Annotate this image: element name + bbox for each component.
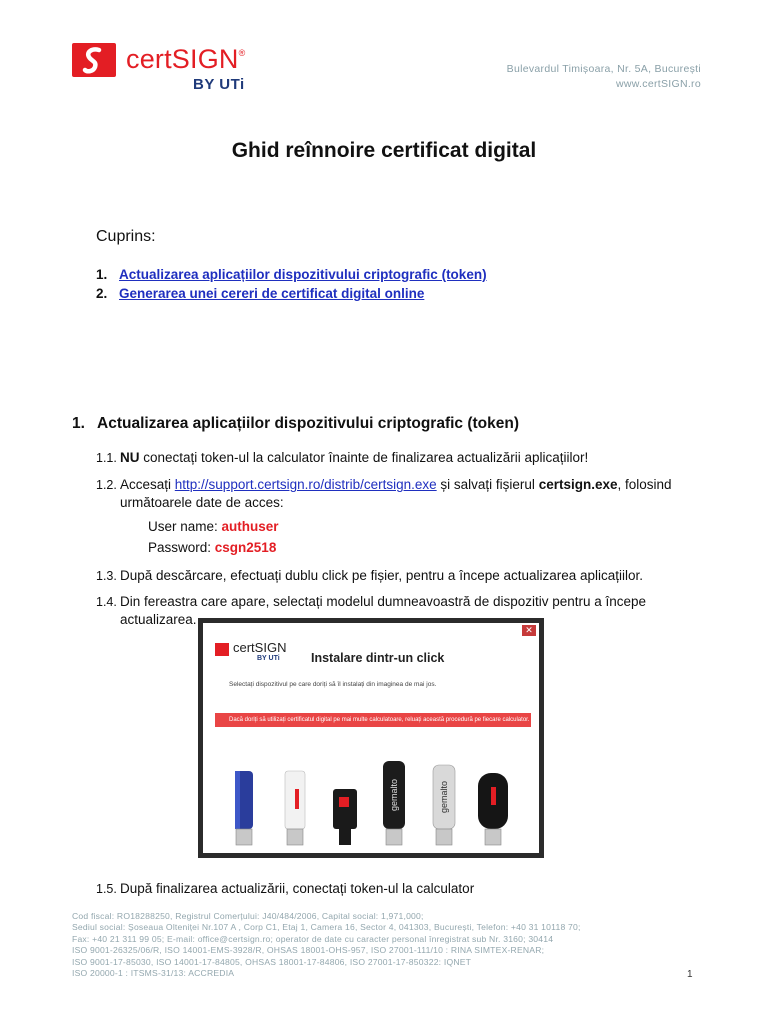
credential-password: Password: csgn2518 bbox=[148, 540, 277, 555]
svg-text:gemalto: gemalto bbox=[439, 780, 449, 814]
token-white[interactable] bbox=[285, 771, 305, 845]
installer-title: Instalare dintr-un click bbox=[311, 651, 445, 665]
page-number: 1 bbox=[687, 969, 693, 980]
certsign-logo-icon bbox=[72, 43, 116, 77]
download-link[interactable]: http://support.certsign.ro/distrib/certsign.exe bbox=[174, 477, 437, 492]
token-black-round[interactable] bbox=[478, 773, 508, 845]
toc-link-1[interactable]: Actualizarea aplicațiilor dispozitivului criptografic (token) bbox=[119, 267, 487, 282]
document-title: Ghid reînnoire certificat digital bbox=[231, 139, 537, 162]
company-address bbox=[507, 62, 701, 92]
step-1-4: 1.4. Din fereastra care apare, selectați modelul dumneavoastră de dispozitiv pentru a începe actualizarea. bbox=[96, 594, 647, 627]
certsign-small-logo-icon bbox=[215, 643, 229, 656]
token-gemalto-black[interactable] bbox=[383, 761, 405, 845]
address-street: Bulevardul Timișoara, Nr. 5A, București bbox=[506, 63, 701, 75]
installer-by: BY UTi bbox=[257, 655, 280, 662]
installer-window-screenshot bbox=[198, 618, 544, 858]
token-gemalto-clear[interactable] bbox=[433, 765, 455, 845]
step-1-2: 1.2. Accesați http://support.certsign.ro/distrib/certsign.exe și salvați fișierul certsign.exe, folosind următoarele date de acces: bbox=[96, 477, 672, 510]
token-devices-image bbox=[223, 761, 523, 851]
toc-link-2[interactable]: Generarea unei cereri de certificat digital online bbox=[119, 286, 425, 301]
brand-by-uti: BY UTi bbox=[193, 76, 245, 93]
toc-item-1: 1. Actualizarea aplicațiilor dispozitivului criptografic (token) bbox=[96, 267, 487, 282]
step-1-3: 1.3. După descărcare, efectuați dublu click pe fișier, pentru a începe actualizarea aplicațiilor. bbox=[96, 568, 644, 583]
close-icon[interactable]: ✕ bbox=[522, 625, 536, 636]
installer-brand: certSIGN bbox=[233, 640, 287, 655]
step-1-5: 1.5. După finalizarea actualizării, conectați token-ul la calculator bbox=[96, 881, 475, 896]
svg-text:gemalto: gemalto bbox=[389, 778, 399, 812]
toc-heading: Cuprins: bbox=[96, 228, 156, 245]
installer-subtitle: Selectați dispozitivul pe care doriți să îl instalați din imaginea de mai jos. bbox=[229, 681, 437, 688]
credential-username: User name: authuser bbox=[148, 519, 279, 534]
token-black-small[interactable] bbox=[333, 789, 357, 845]
brand-name: certSIGN® bbox=[126, 44, 246, 74]
step-1-1: 1.1. NU conectați token-ul la calculator înainte de finalizarea actualizării aplicațiilor! bbox=[96, 450, 589, 465]
address-website[interactable]: www.certSIGN.ro bbox=[615, 78, 701, 90]
token-blue[interactable] bbox=[235, 771, 253, 845]
toc-item-2: 2. Generarea unei cereri de certificat digital online bbox=[96, 286, 425, 301]
company-legal-footer: Cod fiscal: RO18288250, Registrul Comerțului: J40/484/2006, Capital social: 1,971,000; Sediul social: Șoseaua Olteniței Nr.107 A , Corp C1, Etaj 1, Camera 16, Sector 4, 041303, București, Telefon: +40 31 10118 70; Fax: +40 21 311 99 05; E-mail: office@certsign.ro; operator de date cu caracter personal înregistrat sub Nr. 3160; 30414 ISO 9001-26325/06/R, ISO 14001-EMS-3928/R, OHSAS 18001-OHS-957, ISO 27001-111/10 : RINA SIMTEX-RENAR; ISO 9001-17-85030, ISO 14001-17-84805, OHSAS 18001-17-84806, ISO 27001-17-850322: IQNET ISO 20000-1 : ITSMS-31/13: ACCREDIA bbox=[72, 911, 581, 979]
installer-warning-banner: Dacă doriți să utilizați certificatul digital pe mai multe calculatoare, reluați această procedură pe fiecare calculator. bbox=[215, 713, 531, 727]
section-1-heading: 1. Actualizarea aplicațiilor dispozitivului criptografic (token) bbox=[72, 415, 520, 432]
